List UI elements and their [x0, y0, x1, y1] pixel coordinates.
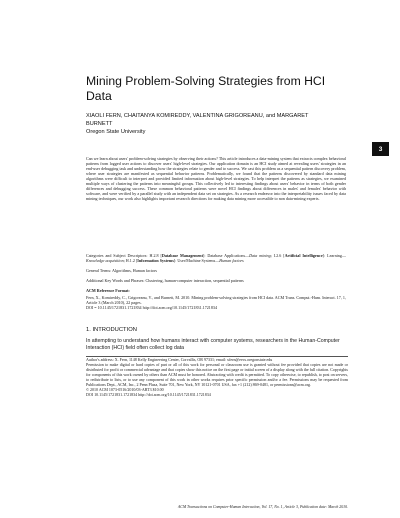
paper-title: Mining Problem-Solving Strategies from HCI Data	[86, 74, 326, 103]
author-address: Author's address: X. Fern, 1148 Kelly Engineering Center, Corvallis, OR 97331; email: xfern@eecs.oregonstate.edu	[86, 357, 273, 362]
chapter-tab: 3	[372, 142, 389, 156]
page-footer: ACM Transactions on Computer-Human Interaction, Vol. 17, No. 1, Article 3, Publication date: March 2010.	[177, 505, 348, 509]
section-heading: 1. INTRODUCTION	[86, 327, 137, 333]
author-list: XIAOLI FERN, CHAITANYA KOMIREDDY, VALENTINA GRIGOREANU, and MARGARET BURNETT	[86, 113, 309, 128]
acm-reference: Fern, X., Komireddy, C., Grigoreanu, V., and Burnett, M. 2010. Mining problem-solving strategies from HCI data. ACM Trans. Comput.-Hum. Interact. 17, 1, Article 3 (March 2010), 22 pages. DOI = 10.1145/1721831.1721834 http://doi.acm.org/10.1145/1721831.1721834	[86, 295, 346, 311]
permission-notice: Permission to make digital or hard copies of part or all of this work for personal or classroom use is granted without fee provided that copies are not made or distributed for profit or commercial advantage and that copies show this notice on the first page or initial screen of a display along with the full citation. Copyrights for components of this work owned by others than ACM must be honored. Abstracting with credit is permitted. To copy otherwise, to republish, to post on servers, to redistribute to lists, or to use any component of this work in other works requires prior specific permission and/or a fee. Permissions may be requested from Publications Dept., ACM, Inc., 2 Penn Plaza, Suite 701, New York, NY 10121-0701 USA, fax +1 (212) 869-0481, or permissions@acm.org.	[86, 361, 348, 387]
categories-descriptors: Categories and Subject Descriptors: H.2.8 [Database Management]: Database Applications—Data mining; I.2.6 [Artificial Intelligence]: Learning—Knowledge acquisition; H.1.2 [Information Systems]: User/Machine Systems—Human factors	[86, 253, 346, 264]
acm-reference-heading: ACM Reference Format:	[86, 288, 130, 293]
copyright-line: © 2010 ACM 1073-0516/2010/03-ART3 $10.00	[86, 386, 164, 392]
keywords: Additional Key Words and Phrases: Clustering, human-computer interaction, sequential patterns	[86, 278, 244, 283]
general-terms: General Terms: Algorithms, Human factors	[86, 268, 157, 273]
footnote-block	[86, 358, 348, 398]
intro-paragraph: In attempting to understand how humans interact with computer systems, researchers in the Human-Computer Interaction (HCI) field often collect log data	[86, 338, 340, 352]
abstract: Can we learn about users' problem-solving strategies by observing their actions? This article introduces a data-mining system that extracts complex behavioral patterns from logged user actions to discover users' high-level strategies. Our application domain is an HCI study aimed at revealing users' strategies in an end-user debugging task and understanding how the strategies relate to gender and to success. We cast this problem as a sequential pattern discovery problem, where user strategies are manifested as sequential behavior patterns. Problematically, we found that the patterns discovered by standard data mining algorithms were difficult to interpret and provided limited information about high-level strategies. To help interpret the patterns as strategies, we examined multiple ways of clustering the patterns into meaningful groups. This collectively led to interesting findings about users' behavior in terms of both gender differences and debugging success. These common behavioral patterns were novel HCI findings about differences in males' and females' behavior with software, and were verified by a parallel study with an independent data set on strategies. As a research endeavor into the interpretability issues faced by data mining techniques, our work also highlights important research directions for making data mining more accessible to non data-mining experts.	[86, 156, 346, 202]
footnote-doi: DOI 10.1145/1721831.1721834 http://doi.acm.org/10.1145/1721831.1721834	[86, 391, 211, 397]
affiliation: Oregon State University	[86, 129, 146, 135]
